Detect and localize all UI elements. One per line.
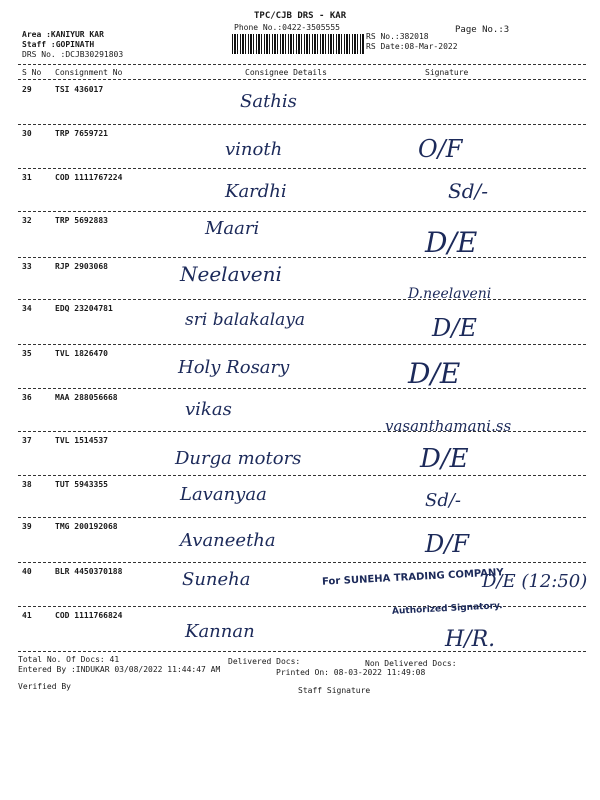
row-consignment: TRP 7659721 <box>55 129 108 138</box>
row-consignment: TVL 1826470 <box>55 349 108 358</box>
row-consignment: TUT 5943355 <box>55 480 108 489</box>
table-row <box>0 125 600 169</box>
row-sno: 35 <box>22 349 32 358</box>
area-label: Area :KANIYUR KAR <box>22 30 104 39</box>
table-row <box>0 476 600 520</box>
row-consignment: BLR 4450370188 <box>55 567 123 576</box>
row-consignment: TVL 1514537 <box>55 436 108 445</box>
row-consignee: Holy Rosary <box>178 357 290 378</box>
row-sno: 40 <box>22 567 32 576</box>
total-docs: Total No. Of Docs: 41 <box>18 655 120 664</box>
entered-by: Entered By :INDUKAR 03/08/2022 11:44:47 AM <box>18 665 221 674</box>
page-number: Page No.:3 <box>455 25 510 35</box>
row-consignment: RJP 2903068 <box>55 262 108 271</box>
row-sno: 39 <box>22 522 32 531</box>
row-sno: 33 <box>22 262 32 271</box>
row-signature: D/E <box>425 226 478 259</box>
staff-signature: Staff Signature <box>298 686 371 695</box>
row-consignment: TSI 436017 <box>55 85 104 94</box>
row-consignment: MAA 288056668 <box>55 393 118 402</box>
row-consignment: COD 1111766824 <box>55 611 123 620</box>
delivered-docs: Delivered Docs: <box>228 657 301 666</box>
row-sno: 36 <box>22 393 32 402</box>
row-sno: 32 <box>22 216 32 225</box>
row-sno: 41 <box>22 611 32 620</box>
header-divider <box>18 64 586 65</box>
column-consignment: Consignment No <box>55 68 123 77</box>
row-consignee: sri balakalaya <box>185 310 306 330</box>
row-consignee: vikas <box>185 399 232 420</box>
row-consignment: TMG 200192068 <box>55 522 118 531</box>
rs-date: RS Date:08-Mar-2022 <box>366 42 458 51</box>
verified-by: Verified By <box>18 682 71 691</box>
row-consignee: Suneha <box>182 569 251 590</box>
row-signature: D/E <box>408 357 461 390</box>
row-consignee: vinoth <box>225 139 283 160</box>
table-row <box>0 212 600 259</box>
document-title: TPC/CJB DRS - KAR <box>254 11 347 21</box>
row-consignment: COD 1111767224 <box>55 173 123 182</box>
row-signature: O/F <box>418 135 463 163</box>
row-signature: D.neelaveni <box>408 286 492 302</box>
row-sno: 30 <box>22 129 32 138</box>
row-sno: 29 <box>22 85 32 94</box>
row-consignee: Neelaveni <box>180 262 282 286</box>
authorized-signatory-stamp: Authorized Signatory. <box>391 601 503 617</box>
row-consignee: Sathis <box>240 91 297 112</box>
column-consignee: Consignee Details <box>245 68 327 77</box>
barcode <box>232 34 364 54</box>
row-consignment: EDQ 23204781 <box>55 304 113 313</box>
row-consignee: Avaneetha <box>180 530 276 551</box>
row-consignee: Kardhi <box>225 181 287 202</box>
row-sno: 31 <box>22 173 32 182</box>
drs-number: DRS No. :DCJB30291803 <box>22 50 124 59</box>
row-signature: D/E <box>420 444 469 474</box>
row-consignee: Kannan <box>185 621 255 642</box>
column-signature: Signature <box>425 68 469 77</box>
row-sno: 37 <box>22 436 32 445</box>
table-row <box>0 607 600 651</box>
table-row <box>0 518 600 562</box>
table-row <box>0 345 600 389</box>
row-signature: D/E <box>432 314 477 342</box>
row-signature: Sd/- <box>425 490 461 511</box>
staff-label: Staff :GOPINATH <box>22 40 95 49</box>
table-row <box>0 563 600 607</box>
row-signature: D/F <box>425 530 469 558</box>
table-row <box>0 300 600 344</box>
row-consignee: Maari <box>205 218 260 239</box>
row-signature: vasanthamani.ss <box>385 417 512 435</box>
row-sno: 34 <box>22 304 32 313</box>
row-sno: 38 <box>22 480 32 489</box>
row-consignee: Durga motors <box>175 448 302 469</box>
company-stamp: For SUNEHA TRADING COMPANY <box>321 567 504 588</box>
row-signature: D/E (12:50) <box>482 571 588 592</box>
table-row <box>0 169 600 213</box>
table-row <box>0 389 600 433</box>
phone-number: Phone No.:0422-3505555 <box>234 23 340 32</box>
column-sno: S No <box>22 68 42 77</box>
rs-number: RS No.:382018 <box>366 32 429 41</box>
table-end-divider <box>18 651 586 652</box>
non-delivered-docs: Non Delivered Docs: <box>365 659 457 668</box>
row-consignee: Lavanyaa <box>180 484 267 505</box>
row-signature: H/R. <box>445 627 496 652</box>
row-consignment: TRP 5692883 <box>55 216 108 225</box>
table-row <box>0 258 600 302</box>
printed-on: Printed On: 08-03-2022 11:49:08 <box>276 668 426 677</box>
table-row <box>0 81 600 125</box>
row-signature: Sd/- <box>448 179 488 203</box>
column-divider <box>18 79 586 80</box>
table-row <box>0 432 600 476</box>
